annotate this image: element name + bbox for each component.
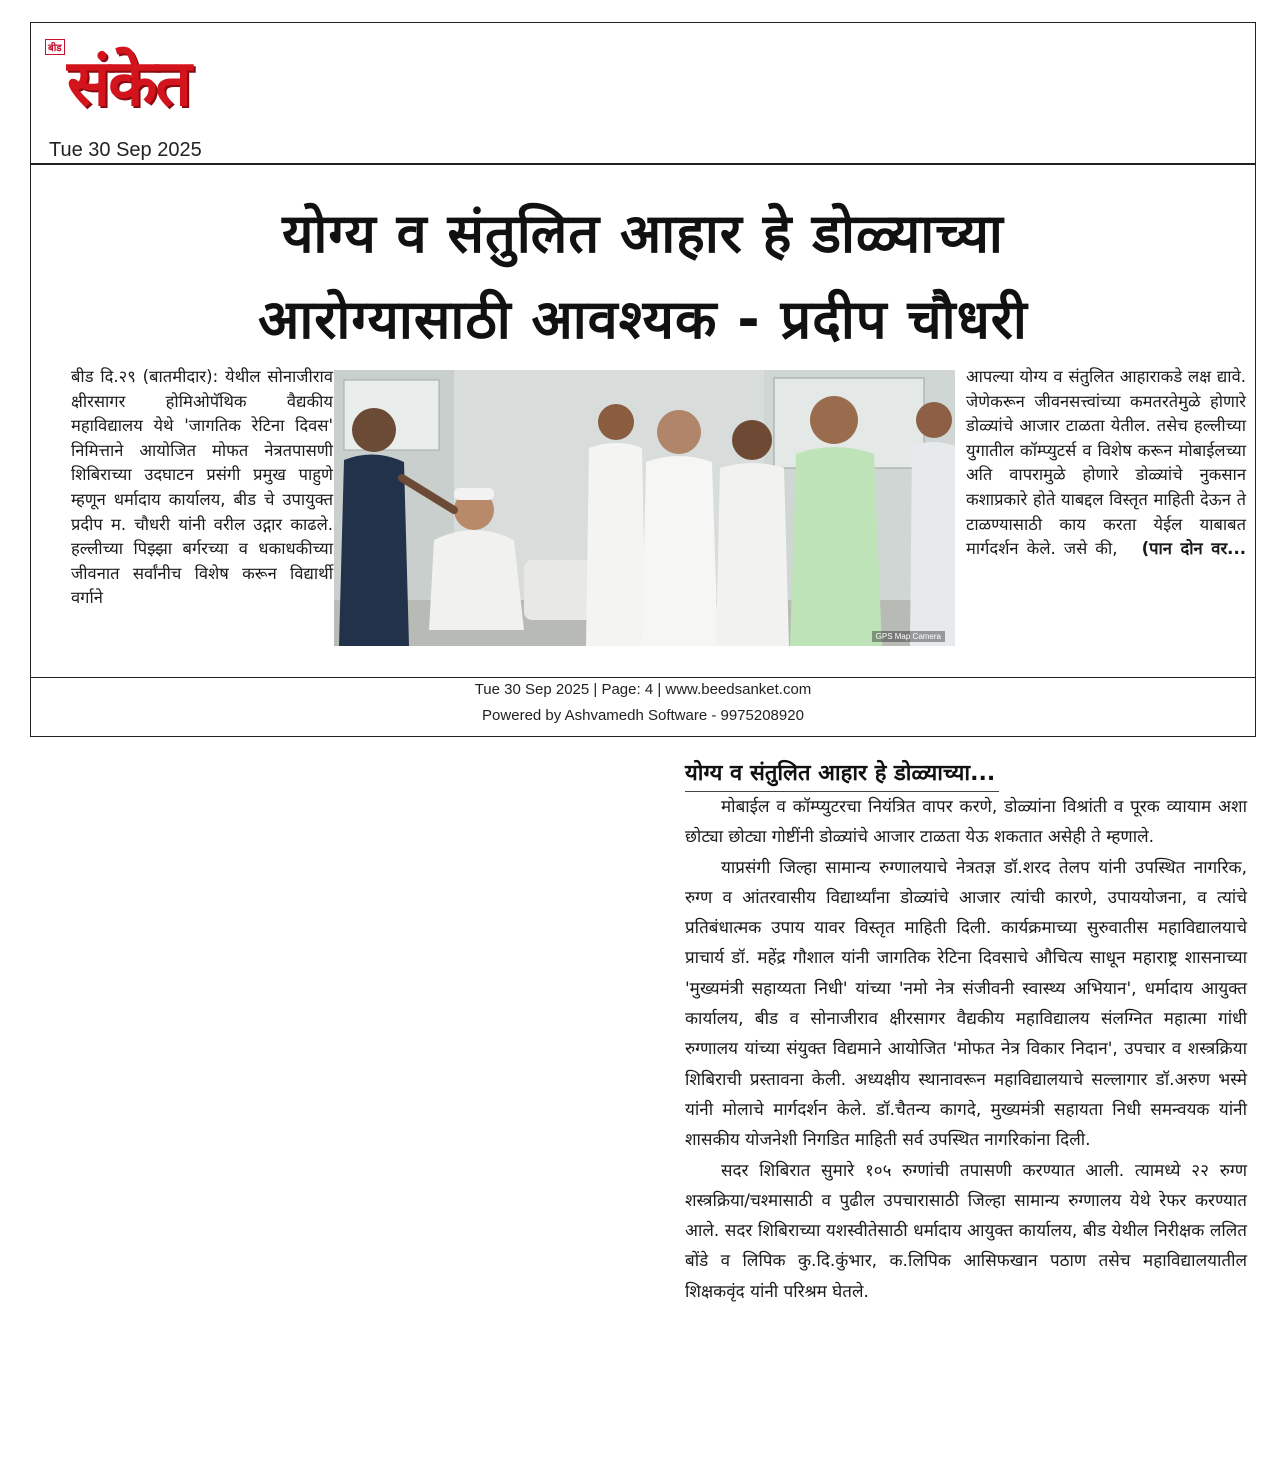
photo-watermark: GPS Map Camera bbox=[872, 631, 945, 642]
article-right-column bbox=[966, 365, 1246, 562]
right-column-text: आपल्या योग्य व संतुलित आहाराकडे लक्ष द्यावे. जेणेकरून जीवनसत्त्वांच्या कमतरतेमुळे होणारे डोळ्यांचे आजार टाळता येतील. तसेच हल्लीच्या युगातील कॉम्प्युटर्स व विशेष करून मोबाईलच्या अति वापरामुळे होणारे डोळ्यांचे नुकसान कशाप्रकारे होते याबद्दल विस्तृत माहिती देऊन ते टाळण्यासाठी काय करता येईल याबाबत मार्गदर्शन केले. जसे की, bbox=[966, 367, 1246, 559]
footer-powered-by: Powered by Ashvamedh Software - 9975208920 bbox=[482, 707, 804, 724]
news-clipping bbox=[30, 22, 1256, 737]
footer-page-info: Tue 30 Sep 2025 | Page: 4 | www.beedsanket.com bbox=[474, 681, 812, 698]
masthead bbox=[31, 23, 1255, 163]
continuation-paragraph-3: सदर शिबिरात सुमारे १०५ रुग्णांची तपासणी करण्यात आली. त्यामध्ये २२ रुग्ण शस्त्रक्रिया/चश्मासाठी व पुढील उपचारासाठी जिल्हा सामान्य रुग्णालय येथे रेफर करण्यात आले. सदर शिबिराच्या यशस्वीतेसाठी धर्मादाय आयुक्त कार्यालय, बीड येथील निरीक्षक ललित बोंडे व लिपिक कु.दि.कुंभार, क.लिपिक आसिफखान पठाण तसेच महाविद्यालयातील शिक्षकवृंद यांनी परिश्रम घेतले. bbox=[685, 1160, 1247, 1302]
continuation-article bbox=[685, 757, 1247, 1307]
logo-city-label: बीड bbox=[45, 39, 65, 55]
logo-wordmark: संकेत bbox=[67, 47, 190, 121]
article-headline bbox=[31, 191, 1255, 363]
headline-line-2: आरोग्यासाठी आवश्यक - प्रदीप चौधरी bbox=[258, 288, 1028, 351]
eye-camp-photo-illustration bbox=[334, 370, 955, 646]
continued-marker: (पान दोन वर... bbox=[1141, 539, 1246, 559]
clipping-date: Tue 30 Sep 2025 bbox=[49, 139, 202, 161]
article-left-column: बीड दि.२९ (बातमीदार): येथील सोनाजीराव क्षीरसागर होमिओपॅथिक वैद्यकीय महाविद्यालय येथे 'जागतिक रेटिना दिवस' निमित्ताने आयोजित मोफत नेत्रतपासणी शिबिराच्या उदघाटन प्रसंगी प्रमुख पाहुणे म्हणून धर्मादाय कार्यालय, बीड चे उपायुक्त प्रदीप म. चौधरी यांनी वरील उद्गार काढले. हल्लीच्या पिझ्झा बर्गरच्या व धकाधकीच्या जीवनात सर्वांनीच विशेष करून विद्यार्थी वर्गाने bbox=[71, 367, 333, 608]
headline-line-1: योग्य व संतुलित आहार हे डोळ्याच्या bbox=[282, 202, 1004, 265]
masthead-divider bbox=[31, 163, 1255, 165]
newspaper-logo bbox=[45, 33, 265, 133]
footer-divider bbox=[31, 677, 1255, 678]
continuation-paragraph-2: याप्रसंगी जिल्हा सामान्य रुग्णालयाचे नेत्रतज्ञ डॉ.शरद तेलप यांनी उपस्थित नागरिक, रुग्ण व आंतरवासीय विद्यार्थ्यांना डोळ्यांचे आजार त्यांची कारणे, उपाययोजना, व त्यांचे प्रतिबंधात्मक उपाय यावर विस्तृत माहिती दिली. कार्यक्रमाच्या सुरुवातीस महाविद्यालयाचे प्राचार्य डॉ. महेंद्र गौशाल यांनी जागतिक रेटिना दिवसाचे औचित्य साधून महाराष्ट्र शासनाच्या 'मुख्यमंत्री सहाय्यता निधी' यांच्या 'नमो नेत्र संजीवनी स्वास्थ्य अभियान', धर्मादाय आयुक्त कार्यालय, बीड व सोनाजीराव क्षीरसागर वैद्यकीय महाविद्यालय संलग्नित महात्मा गांधी रुग्णालय यांच्या संयुक्त विद्यमाने आयोजित 'मोफत नेत्र विकार निदान', उपचार व शस्त्रक्रिया शिबिराची प्रस्तावना केली. अध्यक्षीय स्थानावरून महाविद्यालयाचे सल्लागार डॉ.अरुण भस्मे यांनी मोलाचे मार्गदर्शन केले. डॉ.चैतन्य कागदे, मुख्यमंत्री सहायता निधी समन्वयक यांनी शासकीय योजनेशी निगडित माहिती सर्व उपस्थित नागरिकांना दिली. bbox=[685, 857, 1247, 1151]
continuation-title: योग्य व संतुलित आहार हे डोळ्याच्या... bbox=[685, 757, 999, 792]
continuation-paragraph-1: मोबाईल व कॉम्प्युटरचा नियंत्रित वापर करणे, डोळ्यांना विश्रांती व पूरक व्यायाम अशा छोट्या छोट्या गोष्टींनी डोळ्यांचे आजार टाळता येऊ शकतात असेही ते म्हणाले. bbox=[685, 797, 1247, 848]
article-photo bbox=[334, 370, 955, 646]
